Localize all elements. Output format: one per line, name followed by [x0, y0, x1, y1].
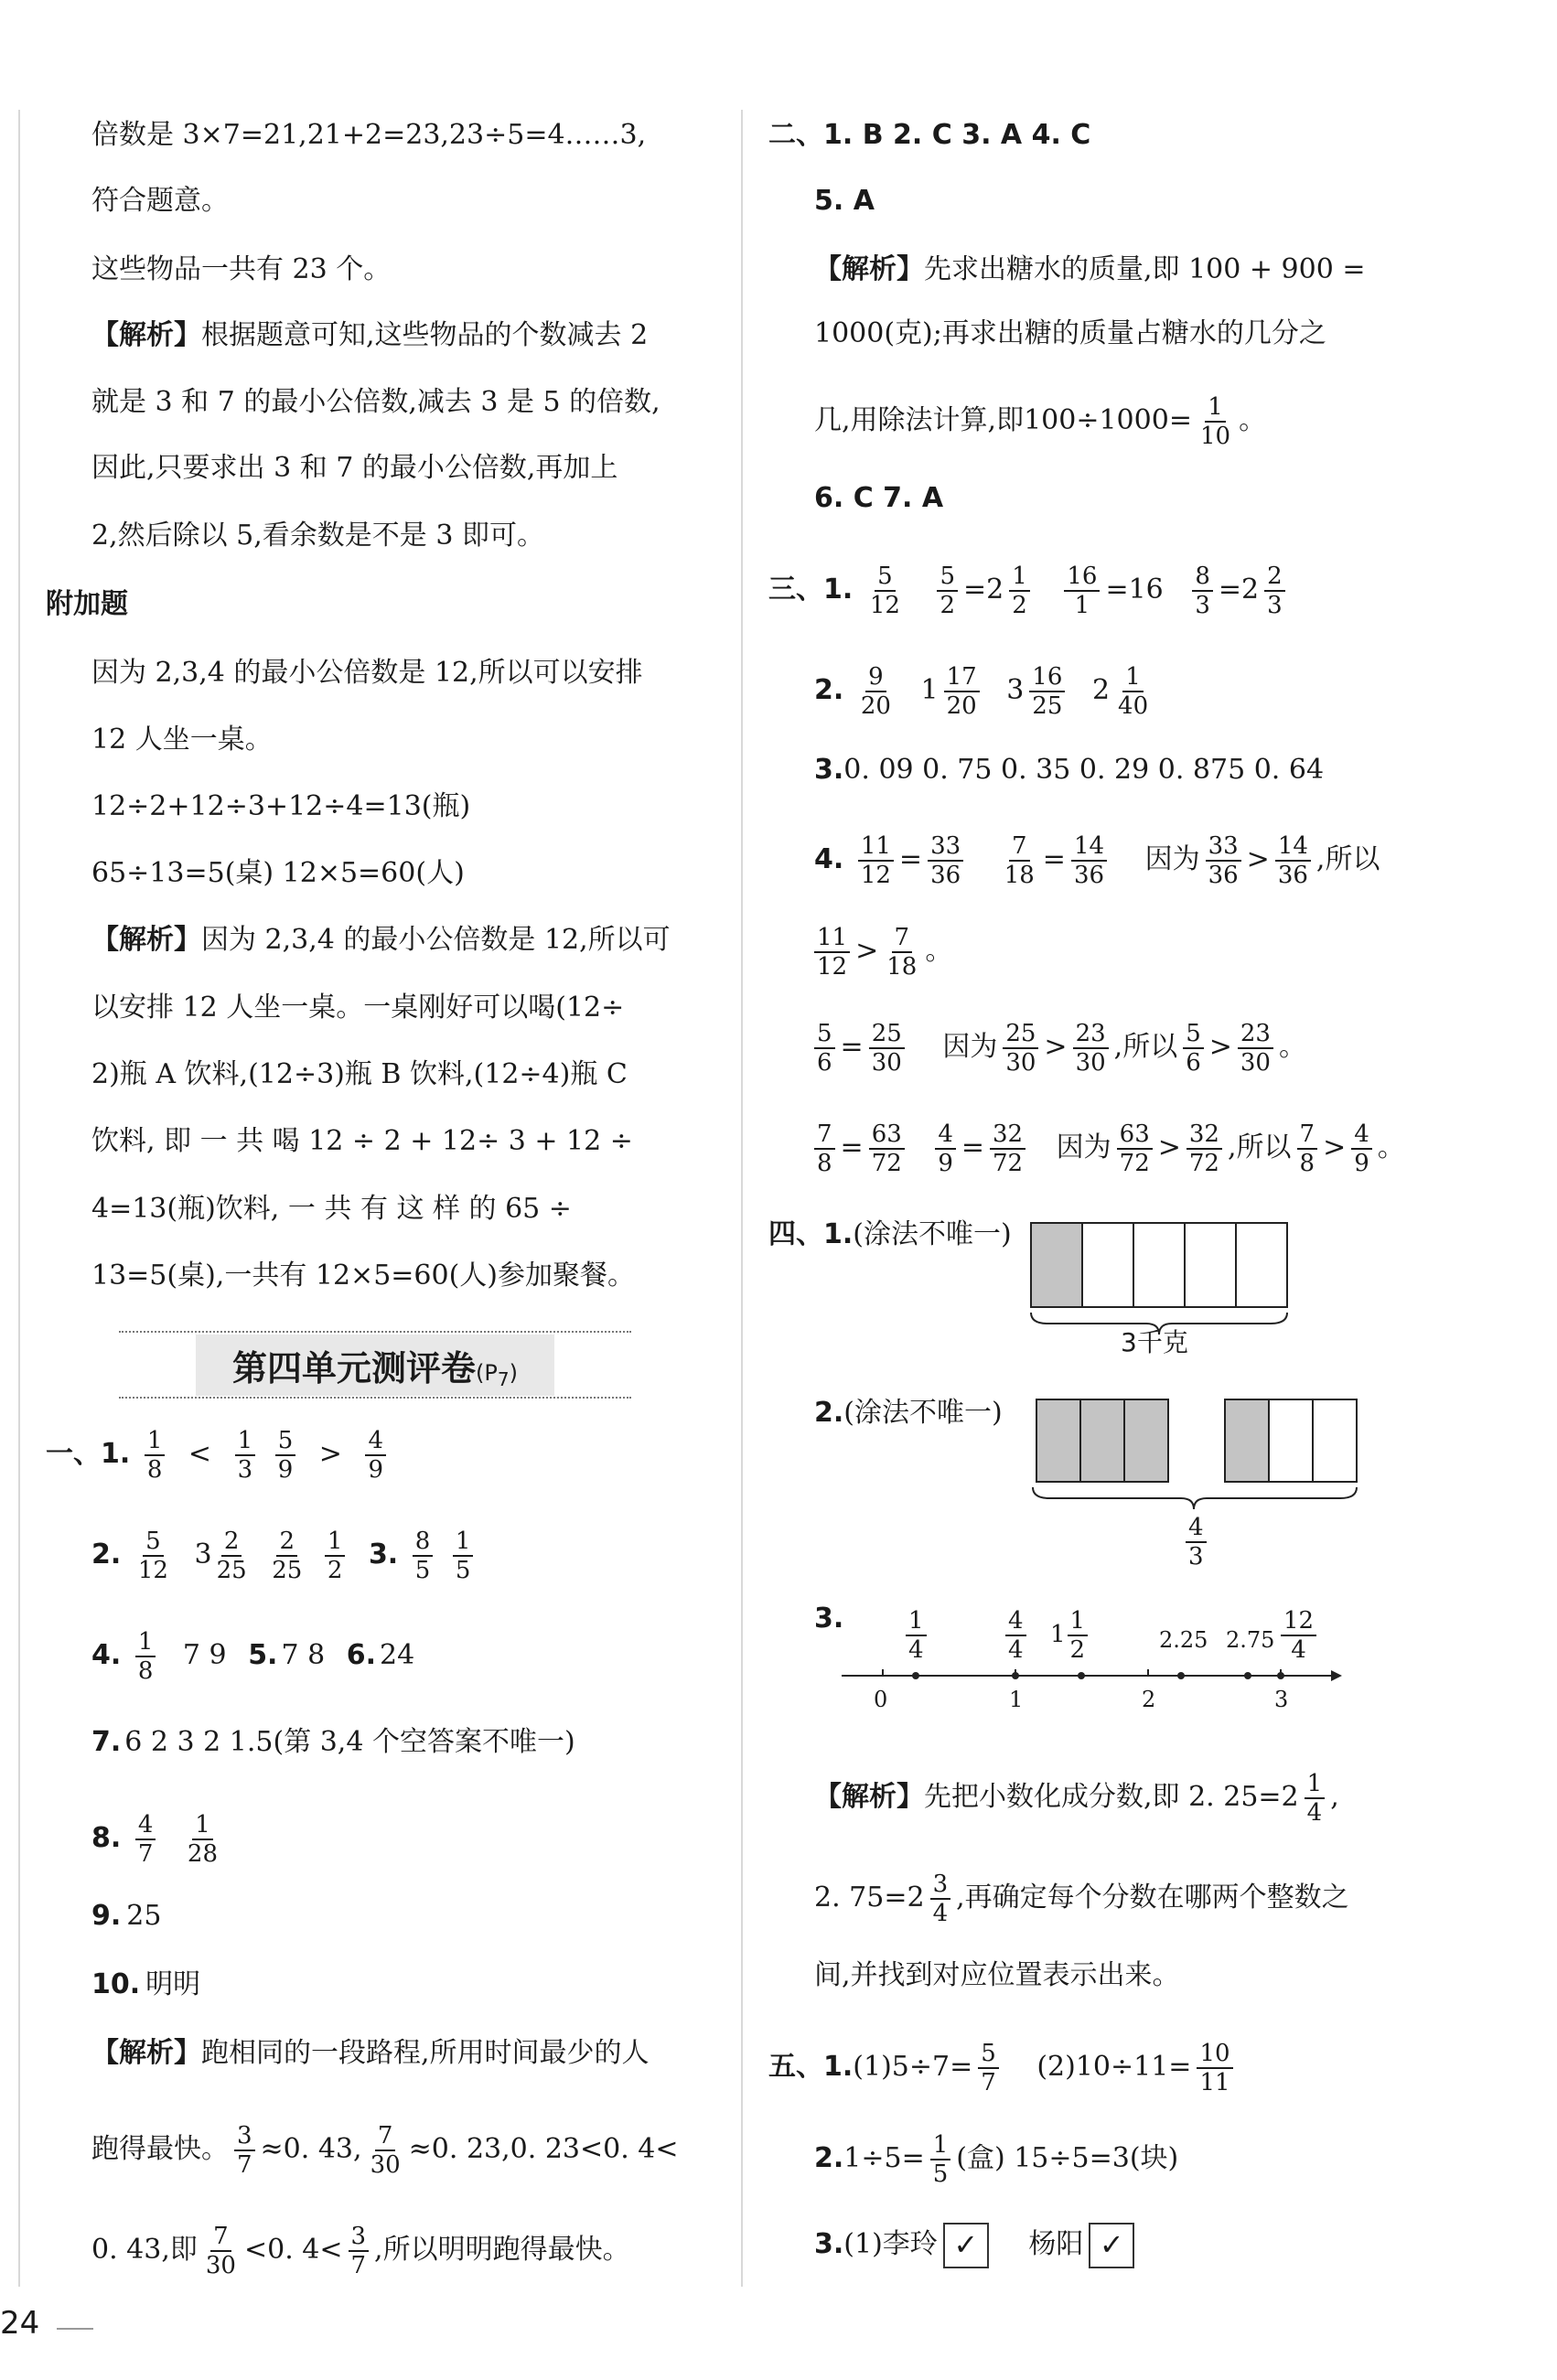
answer-line: 6. C 7. A [814, 482, 944, 514]
text-line: 倍数是 3×7=21,21+2=23,23÷5=4……3, [91, 119, 647, 151]
fraction: $\frac{63}{72}$ [869, 1120, 905, 1177]
point-label [1000, 1607, 1032, 1664]
fraction: $\frac{32}{72}$ [1187, 1120, 1222, 1177]
text-line: 以安排 12 人坐一桌。一桌刚好可以喝(12÷ [91, 992, 625, 1024]
text-line: 这些物品一共有 23 个。 [91, 253, 392, 285]
point-label: 2.75 [1226, 1627, 1275, 1653]
analysis-line: 【解析】先把小数化成分数,即 2. 25=2 $\frac{1}{4}$ , [814, 1770, 1339, 1827]
fraction: $\frac{16}{1}$ [1064, 563, 1100, 619]
analysis-tag: 【解析】 [91, 924, 201, 956]
cell [1313, 1399, 1357, 1482]
fraction: $\frac{7}{8}$ [814, 1120, 835, 1177]
question-number: 8. [91, 1822, 122, 1854]
point-label [1275, 1607, 1322, 1664]
text-line: 因为 2,3,4 的最小公倍数是 12,所以可以安排 [91, 657, 643, 689]
fraction: $\frac{1}{40}$ [1118, 663, 1149, 720]
fraction: $\frac{1}{4}$ [906, 1607, 927, 1664]
fraction: $\frac{10}{11}$ [1197, 2040, 1232, 2096]
cell [1269, 1399, 1313, 1482]
fraction: $\frac{23}{30}$ [1238, 1020, 1273, 1077]
text-line: 间,并找到对应位置表示出来。 [814, 1959, 1180, 1991]
answer-line [91, 1967, 200, 2003]
point-label: 1 $\frac{1}{2}$ [1050, 1607, 1093, 1664]
fraction: $\frac{1}{2}$ [1068, 1607, 1089, 1664]
cell [1133, 1223, 1185, 1307]
text-line: 2,然后除以 5,看余数是不是 3 即可。 [91, 520, 544, 552]
text-line: 12÷2+12÷3+12÷4=13(瓶) [91, 790, 471, 822]
fraction: $\frac{5}{12}$ [137, 1528, 168, 1584]
answer-line: 4. $\frac{11}{12}$ = $\frac{33}{36}$ $\frac{7}{18}$ = $\frac{14}{36}$ 因为 $\frac{33}{36}$ > $\frac{14}{36}$ ,所以 [814, 832, 1380, 889]
fraction: $\frac{11}{12}$ [858, 832, 894, 889]
answer-line: 3.(1)李玲 ✓ 杨阳 ✓ [814, 2223, 1134, 2268]
fraction: $\frac{5}{2}$ [937, 563, 958, 619]
answer-text: 6 2 3 2 1.5(第 3,4 个空答案不唯一) [124, 1726, 575, 1758]
answer-text: 明明 [145, 1968, 201, 2000]
fraction: $\frac{5}{6}$ [1183, 1020, 1204, 1077]
checkbox-li-ling[interactable]: ✓ [943, 2223, 989, 2268]
fraction: $\frac{1}{28}$ [187, 1811, 219, 1868]
answer-line [91, 1628, 414, 1685]
question-number: 10. [91, 1968, 141, 2000]
bar-model-4-3 [1029, 1398, 1368, 1517]
text-line: 2. 75=2 $\frac{3}{4}$ ,再确定每个分数在哪两个整数之 [814, 1871, 1349, 1927]
whole-part: 3 [194, 1538, 212, 1571]
question-number: 4. [91, 1639, 122, 1671]
fraction: $\frac{1}{8}$ [145, 1427, 166, 1484]
section-label: 五、1. [768, 2051, 854, 2083]
answer-text: 7 9 [182, 1639, 227, 1671]
answer-text: 7 8 [281, 1639, 326, 1671]
fraction: $\frac{32}{72}$ [990, 1120, 1025, 1177]
number-line [837, 1665, 1349, 1710]
brace [1033, 1487, 1357, 1509]
text-line: 因此,只要求出 3 和 7 的最小公倍数,再加上 [91, 452, 618, 484]
fraction: $\frac{17}{20}$ [944, 663, 980, 720]
fraction: $\frac{4}{9}$ [365, 1427, 386, 1484]
fraction: $\frac{1}{5}$ [930, 2131, 951, 2188]
analysis-tag: 【解析】 [814, 253, 924, 285]
fraction: $\frac{14}{36}$ [1071, 832, 1107, 889]
text-line: 符合题意。 [91, 185, 229, 217]
answer-line [91, 1528, 478, 1584]
analysis-line [91, 922, 671, 959]
answer-line [768, 117, 1090, 154]
fraction: $\frac{5}{9}$ [275, 1427, 296, 1484]
answer-text: 0. 09 0. 75 0. 35 0. 29 0. 875 0. 64 [843, 754, 1325, 786]
point-12-4 [1277, 1672, 1284, 1679]
text-line: $\frac{11}{12}$ > $\frac{7}{18}$ 。 [814, 924, 952, 981]
answer-line [91, 1724, 575, 1761]
point-2-25 [1177, 1672, 1185, 1679]
analysis-line [91, 317, 648, 354]
answer-line: 5. A [814, 185, 875, 217]
brace-label: 3千克 [1121, 1327, 1188, 1357]
fraction: $\frac{3}{7}$ [234, 2122, 255, 2179]
unit-test-banner [119, 1331, 631, 1399]
text-line: 就是 3 和 7 的最小公倍数,减去 3 是 5 的倍数, [91, 386, 660, 418]
less-than: < [188, 1438, 212, 1470]
question-number: 2. [814, 674, 844, 706]
fraction: $\frac{4}{9}$ [1351, 1120, 1372, 1177]
text-line: 0. 43,即 $\frac{7}{30}$ <0. 4< $\frac{3}{7}$ ,所以明明跑得最快。 [91, 2223, 630, 2279]
question-number: 3. [814, 1603, 844, 1635]
answer-line [91, 1811, 226, 1868]
question-number: 3. [814, 2228, 844, 2260]
checkbox-yang-yang[interactable]: ✓ [1089, 2223, 1134, 2268]
tick-label: 2 [1142, 1687, 1156, 1712]
greater-than: > [318, 1438, 342, 1470]
fraction: $\frac{7}{18}$ [1004, 832, 1035, 889]
answer-line: 五、1.(1)5÷7= $\frac{5}{7}$ (2)10÷11= $\frac{10}{11}$ [768, 2040, 1239, 2096]
bonus-heading: 附加题 [46, 588, 128, 620]
tick-label: 1 [1009, 1687, 1024, 1712]
analysis-text: 先求出糖水的质量,即 100 + 900 = [924, 253, 1366, 285]
question-number: 2. [814, 2142, 844, 2174]
point-4-4 [1012, 1672, 1019, 1679]
fraction: $\frac{5}{6}$ [814, 1020, 835, 1077]
fraction: $\frac{14}{36}$ [1275, 832, 1311, 889]
note: (涂法不唯一) [843, 1397, 1003, 1429]
question-number: 6. [346, 1639, 377, 1671]
text-line: $\frac{7}{8}$ = $\frac{63}{72}$ $\frac{4}{9}$ = $\frac{32}{72}$ 因为 $\frac{63}{72}$ > $\frac{32}{72}$ ,所以 $\frac{7}{8}$ > $\frac{4}{9}$ 。 [814, 1120, 1405, 1177]
fraction: $\frac{3}{4}$ [930, 1871, 951, 1927]
text-line: 12 人坐一桌。 [91, 724, 273, 756]
fraction: $\frac{33}{36}$ [1206, 832, 1241, 889]
analysis-line [814, 252, 1365, 288]
brace-label [1180, 1514, 1212, 1571]
tick-label: 3 [1274, 1687, 1289, 1712]
point-2-75 [1244, 1672, 1251, 1679]
fraction: $\frac{2}{25}$ [216, 1528, 247, 1584]
analysis-text: 根据题意可知,这些物品的个数减去 2 [201, 319, 649, 351]
answer-line [814, 752, 1324, 788]
fraction: $\frac{5}{12}$ [869, 563, 900, 619]
analysis-text: 跑相同的一段路程,所用时间最少的人 [201, 2037, 650, 2069]
note: (涂法不唯一) [853, 1218, 1012, 1250]
question-number: 2. [814, 1397, 844, 1429]
fraction: $\frac{25}{30}$ [869, 1020, 905, 1077]
fraction: $\frac{11}{12}$ [814, 924, 850, 981]
fraction: $\frac{1}{10}$ [1199, 393, 1231, 450]
question-number: 5. [248, 1639, 278, 1671]
left-margin-rule [18, 110, 20, 2287]
text-line: 几,用除法计算,即100÷1000= $\frac{1}{10}$ 。 [814, 393, 1267, 450]
fraction: $\frac{2}{25}$ [272, 1528, 303, 1584]
fraction: $\frac{1}{4}$ [1305, 1770, 1326, 1827]
section-label: 二、 [768, 119, 823, 151]
fraction: $\frac{1}{2}$ [1009, 563, 1030, 619]
point-1-1-2 [1078, 1672, 1085, 1679]
section-label: 一、1. [46, 1438, 131, 1470]
fraction: $\frac{7}{30}$ [205, 2223, 236, 2279]
answer-line [768, 1217, 1012, 1253]
text-line: 65÷13=5(桌) 12×5=60(人) [91, 857, 465, 889]
shaded-cell [1036, 1399, 1080, 1482]
point-label: 2.25 [1159, 1627, 1208, 1653]
answer-line [91, 1898, 161, 1935]
shaded-cell [1124, 1399, 1168, 1482]
fraction: $\frac{16}{25}$ [1029, 663, 1065, 720]
analysis-tag: 【解析】 [91, 319, 201, 351]
fraction: $\frac{7}{30}$ [370, 2122, 401, 2179]
answer-line: 2.1÷5= $\frac{1}{5}$ (盒) 15÷5=3(块) [814, 2131, 1179, 2188]
question-number: 3. [368, 1538, 399, 1571]
fraction: $\frac{1}{8}$ [135, 1628, 156, 1685]
answer-line [814, 1395, 1003, 1431]
text-line: 跑得最快。 $\frac{3}{7}$ ≈0. 43, $\frac{7}{30}$ ≈0. 23,0. 23<0. 4< [91, 2122, 679, 2179]
question-number: 4. [814, 843, 844, 875]
tick-label: 0 [874, 1687, 888, 1712]
answer-text: 25 [126, 1900, 162, 1932]
question-number: 7. [91, 1726, 122, 1758]
section-label: 四、1. [768, 1218, 854, 1250]
page-number-rule [57, 2328, 93, 2330]
text-line: 饮料, 即 一 共 喝 12 ÷ 2 + 12÷ 3 + 12 ÷ [91, 1125, 633, 1157]
fraction: $\frac{8}{3}$ [1192, 563, 1213, 619]
fraction: $\frac{7}{8}$ [1297, 1120, 1318, 1177]
point-1-4 [912, 1672, 919, 1679]
answer-line: 2. $\frac{9}{20}$ 1 $\frac{17}{20}$ 3 $\frac{16}{25}$ 2 $\frac{1}{40}$ [814, 663, 1156, 720]
banner-title: 第四单元测评卷$(P_7)$ [196, 1335, 554, 1396]
fraction: $\frac{2}{3}$ [1264, 563, 1285, 619]
fraction: $\frac{1}{2}$ [325, 1528, 346, 1584]
fraction: $\frac{23}{30}$ [1073, 1020, 1109, 1077]
text-line: 4=13(瓶)饮料, 一 共 有 这 样 的 65 ÷ [91, 1193, 572, 1225]
analysis-line [91, 2035, 650, 2072]
axis-arrow [1331, 1670, 1342, 1681]
fraction: $\frac{4}{4}$ [1005, 1607, 1026, 1664]
fraction: $\frac{3}{7}$ [349, 2223, 370, 2279]
fraction: $\frac{9}{20}$ [860, 663, 891, 720]
text-line: $\frac{5}{6}$ = $\frac{25}{30}$ 因为 $\frac{25}{30}$ > $\frac{23}{30}$ ,所以 $\frac{5}{6}$ > $\frac{23}{30}$ 。 [814, 1020, 1306, 1077]
answer-line: 三、1. $\frac{5}{12}$ $\frac{5}{2}$ =2 $\frac{1}{2}$ $\frac{16}{1}$ =16 $\frac{8}{3}$ =2 $\frac{2}{3}$ [768, 563, 1291, 619]
fraction: $\frac{4}{7}$ [135, 1811, 156, 1868]
text-line: 13=5(桌),一共有 12×5=60(人)参加聚餐。 [91, 1260, 635, 1292]
text-line: 1000(克);再求出糖的质量占糖水的几分之 [814, 317, 1326, 349]
fraction: $\frac{4}{9}$ [935, 1120, 956, 1177]
cell [1082, 1223, 1133, 1307]
answer-text: 24 [380, 1639, 415, 1671]
analysis-tag: 【解析】 [814, 1781, 924, 1813]
fraction: $\frac{33}{36}$ [928, 832, 963, 889]
fraction: $\frac{12}{4}$ [1281, 1607, 1316, 1664]
cell [1185, 1223, 1236, 1307]
shaded-cell [1031, 1223, 1082, 1307]
fraction: $\frac{1}{5}$ [453, 1528, 474, 1584]
fraction: $\frac{4}{3}$ [1186, 1514, 1207, 1571]
fraction: $\frac{1}{3}$ [235, 1427, 256, 1484]
column-divider [741, 110, 743, 2287]
section-label: 三、1. [768, 574, 854, 606]
analysis-tag: 【解析】 [91, 2037, 201, 2069]
question-number: 2. [91, 1538, 122, 1571]
cell [1236, 1223, 1287, 1307]
fraction: $\frac{63}{72}$ [1117, 1120, 1153, 1177]
fraction: $\frac{7}{18}$ [886, 924, 918, 981]
answer-text: 1. B 2. C 3. A 4. C [823, 119, 1091, 151]
fraction: $\frac{8}{5}$ [413, 1528, 434, 1584]
fraction: $\frac{5}{7}$ [978, 2040, 999, 2096]
shaded-cell [1225, 1399, 1269, 1482]
answer-line [46, 1427, 392, 1484]
question-number: 9. [91, 1900, 122, 1932]
page-number: 24 [0, 2305, 40, 2342]
question-number: 3. [814, 754, 844, 786]
analysis-text: 因为 2,3,4 的最小公倍数是 12,所以可 [201, 924, 671, 956]
point-label [900, 1607, 932, 1664]
fraction: $\frac{25}{30}$ [1003, 1020, 1038, 1077]
text-line: 2)瓶 A 饮料,(12÷3)瓶 B 饮料,(12÷4)瓶 C [91, 1058, 628, 1090]
shaded-cell [1080, 1399, 1124, 1482]
